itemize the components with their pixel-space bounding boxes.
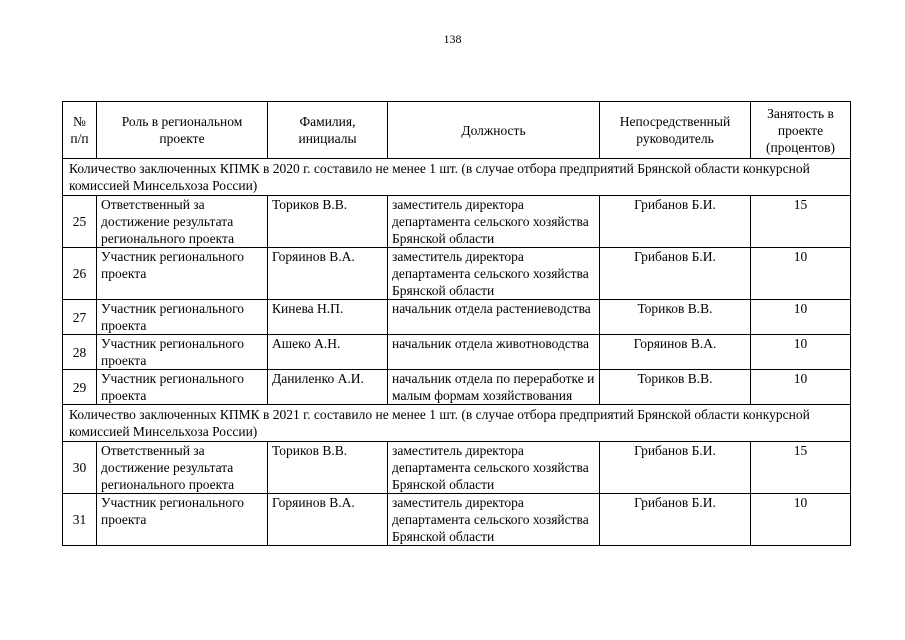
row-load: 15 [751,196,851,248]
row-load: 10 [751,370,851,405]
row-supervisor: Ториков В.В. [600,370,751,405]
table-row [63,370,851,405]
row-supervisor: Грибанов Б.И. [600,442,751,494]
table-row [63,494,851,546]
page-number: 138 [443,32,462,46]
row-supervisor: Грибанов Б.И. [600,196,751,248]
header-num: № п/п [63,102,97,159]
row-number: 30 [63,442,97,494]
row-number: 27 [63,300,97,335]
row-role: Участник регионального проекта [97,370,268,405]
header-load: Занятость в проекте (процентов) [751,102,851,159]
row-role: Участник регионального проекта [97,494,268,546]
row-name: Даниленко А.И. [268,370,388,405]
table-row [63,248,851,300]
row-position: заместитель директора департамента сельского хозяйства Брянской области [388,196,600,248]
row-supervisor: Горяинов В.А. [600,335,751,370]
project-team-table [62,101,851,546]
row-load: 10 [751,300,851,335]
row-supervisor: Грибанов Б.И. [600,248,751,300]
table-row [63,335,851,370]
row-load: 10 [751,248,851,300]
header-role: Роль в региональном проекте [97,102,268,159]
header-row [63,102,851,159]
row-number: 31 [63,494,97,546]
table-row [63,196,851,248]
row-name: Горяинов В.А. [268,494,388,546]
row-supervisor: Грибанов Б.И. [600,494,751,546]
row-load: 10 [751,494,851,546]
row-load: 15 [751,442,851,494]
header-name: Фамилия, инициалы [268,102,388,159]
row-name: Ториков В.В. [268,196,388,248]
section-header-row [63,159,851,196]
row-position: заместитель директора департамента сельского хозяйства Брянской области [388,494,600,546]
row-load: 10 [751,335,851,370]
row-supervisor: Ториков В.В. [600,300,751,335]
row-role: Участник регионального проекта [97,335,268,370]
row-number: 26 [63,248,97,300]
header-position: Должность [388,102,600,159]
row-number: 25 [63,196,97,248]
row-name: Ториков В.В. [268,442,388,494]
table-row [63,300,851,335]
section-title: Количество заключенных КПМК в 2020 г. составило не менее 1 шт. (в случае отбора предприятий Брянской области конкурсной комиссией Минсельхоза России) [63,159,851,196]
section-header-row [63,405,851,442]
row-position: заместитель директора департамента сельского хозяйства Брянской области [388,442,600,494]
row-role: Участник регионального проекта [97,248,268,300]
table-row [63,442,851,494]
row-name: Кинева Н.П. [268,300,388,335]
row-name: Ашеко А.Н. [268,335,388,370]
row-role: Ответственный за достижение результата регионального проекта [97,442,268,494]
section-title: Количество заключенных КПМК в 2021 г. составило не менее 1 шт. (в случае отбора предприятий Брянской области конкурсной комиссией Минсельхоза России) [63,405,851,442]
header-supervisor: Непосредственный руководитель [600,102,751,159]
row-position: начальник отдела по переработке и малым формам хозяйствования [388,370,600,405]
row-name: Горяинов В.А. [268,248,388,300]
row-number: 29 [63,370,97,405]
row-number: 28 [63,335,97,370]
row-role: Участник регионального проекта [97,300,268,335]
row-position: заместитель директора департамента сельского хозяйства Брянской области [388,248,600,300]
row-position: начальник отдела растениеводства [388,300,600,335]
row-position: начальник отдела животноводства [388,335,600,370]
row-role: Ответственный за достижение результата регионального проекта [97,196,268,248]
